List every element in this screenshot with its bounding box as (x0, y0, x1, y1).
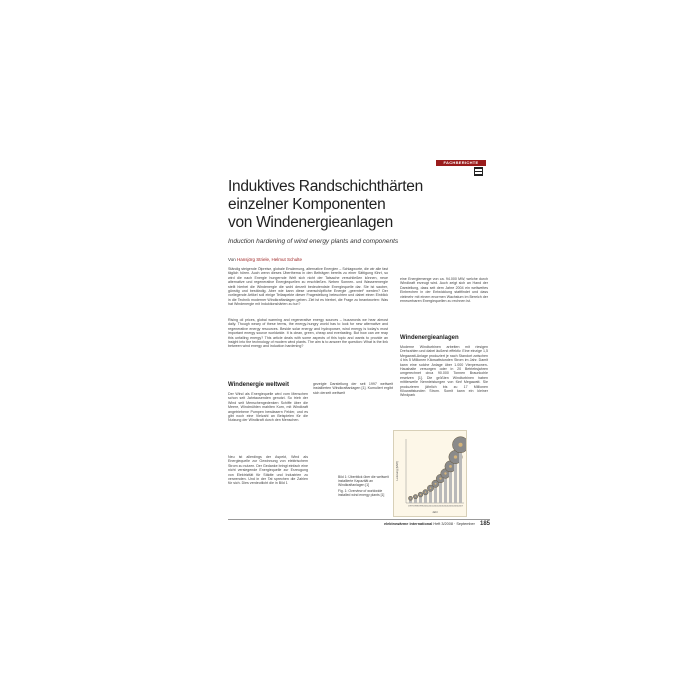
x-axis-label: Jahr (432, 510, 438, 514)
left-column-para-1: Der Wind als Energiequelle wird vom Menschen schon seit Jahrtausenden genutzt. So trieb der Wind seit Menschengedenken Schiffe über die Meere, Windmühlen mahlten Korn, mit Windkraft angetriebene Pumpen bewässern Felder, und es gibt noch eine Vielzahl an Beispielen für die Nutzung der Windkraft durch den Menschen. (228, 392, 308, 423)
right-column-bottom: Moderne Windturbinen arbeiten mit riesigen Drehzahlen und dabei äußerst effektiv. Eine einzige 1,5 Megawatt-Anlage produziert je nach Standort zwischen 4 bis 5 Millionen Kilowattstunden Strom im Jahr. Damit kann eine solche Anlage über 1.000 Vierpersonen-Haushalte versorgen oder in 20 Betriebsjahren umgerechnet circa 90.000 Tonnen Braunkohle ersetzen [1]. Die größten Windturbinen haben mittlerweile Nennleistungen von fünf Megawatt. Sie produzieren jährlich bis zu 17 Millionen Kilowattstunden Strom. Somit kann ein kleiner Windpark (400, 345, 488, 398)
figure-caption (338, 475, 392, 497)
y-axis-label: Leistung [MW] (395, 461, 399, 481)
bars-group (408, 437, 466, 508)
caption-english: Fig. 1: Overview of worldwide installed wind energy plants [1] (338, 489, 385, 497)
title-line-2: einzelner Komponenten (228, 196, 386, 213)
abstract-german: Ständig steigende Ölpreise, globale Erwärmung, alternative Energien – Schlagworte, die wir alle fast täglich hören. Auch wenn dieses Überthema in den Beiträgen bereits zu einer Sättigung führt, so wird die nach Energie hungernde Welt sich nicht der Tatsache verschließen können, neue alternative und regenerative Energiequellen zu erschließen. Neben Sonnen- und Wasserenergie stellt hierbei die Windenergie die wohl derzeit bedeutendste Energiequelle dar. Sie ist sauber, günstig und beständig. Aber wie kann diese unerschöpfliche Energie „geerntet“ werden? Der vorliegende Artikel soll einige Teilaspekte dieser Fragestellung beleuchten und dabei einen Einblick in die Technik moderner Windkraftanlagen geben. Ziel ist es hierbei, die Frage zu beantworten: Was hat Windenergie mit Induktionshärten zu tun? (228, 267, 388, 307)
tick-label-2005: 2005 (448, 505, 453, 508)
author-names: Hansjörg Striele, Helmut Schulte (237, 257, 303, 262)
caption-german: Bild 1: Überblick über die weltweit installierte Kapazität an Windkraftanlagen [1] (338, 475, 389, 487)
footer-rule (228, 519, 490, 520)
footer-journal: elektrowärme international (383, 522, 433, 526)
abstract-english: Rising oil prices, global warming and regenerative energy sources – buzzwords we hear almost daily. Though weary of these terms, the energy-hungry world has to look for new alternative and regenerative energy resources. Beside solar energy and hydropower, wind energy is today's most important energy source worldwide. It is clean, green, cheap and everlasting. But how can we reap this unfailing energy? This article deals with some aspects of this topic and wants to provide an insight into the technology of modern wind plants. The aim is to answer the question: What is the link between wind energy and induction hardening? (228, 318, 388, 349)
tick-label-2004: 2004 (443, 505, 448, 508)
chart-svg (394, 431, 466, 516)
rotor-hub-2002 (435, 483, 437, 485)
tick-label-2006: 2006 (453, 505, 458, 508)
tick-label-2001: 2001 (428, 505, 433, 508)
wind-capacity-chart (393, 430, 467, 517)
tick-label-2002: 2002 (433, 505, 438, 508)
middle-column-text: gezeigte Darstellung der seit 1997 weltweit installierten Windkraftanlagen [1]. Kumuliert ergibt sich derzeit weltweit (313, 382, 393, 395)
bar-2006 (454, 457, 457, 503)
title-line-1: Induktives Randschichthärten (228, 178, 423, 195)
journal-logo-icon (474, 167, 483, 176)
article-title (228, 178, 478, 232)
rotor-hub-2006 (454, 455, 457, 458)
authors-prefix: Von (228, 257, 236, 262)
heading-windenergieanlagen: Windenergieanlagen (400, 335, 459, 341)
rotor-hub-1999 (420, 494, 421, 495)
rotor-hub-1998 (415, 496, 416, 497)
tick-label-2003: 2003 (438, 505, 443, 508)
tick-label-2007: 2007 (458, 505, 463, 508)
title-line-3: von Windenergieanlagen (228, 214, 393, 231)
rotor-hub-2004 (444, 472, 446, 474)
rotor-hub-2007 (458, 443, 462, 447)
tick-label-1998: 1998 (413, 505, 418, 508)
tick-label-1999: 1999 (418, 505, 423, 508)
page-footer (228, 521, 490, 527)
rotor-hub-2001 (430, 487, 432, 489)
heading-windenergie-weltweit: Windenergie weltweit (228, 382, 289, 388)
article-subtitle: Induction hardening of wind energy plants and components (228, 238, 399, 245)
page-number: 185 (479, 521, 490, 527)
section-tag: FACHBERICHTE (436, 160, 486, 166)
tick-label-1997: 1997 (408, 505, 413, 508)
bar-2007 (459, 445, 462, 503)
left-column-para-2: Neu ist allerdings der Aspekt, Wind als Energiequelle zur Gewinnung von elektrischem Strom zu nutzen. Der Gedanke bringt einfach eine nicht versiegende Energiequelle zur Erzeugung von Elektrizität für Städte und Industrien zu verwenden. Und in der Tat sprechen die Zahlen für sich. Dies verdeutlicht die in Bild 1 (228, 455, 308, 486)
right-column-top: eine Energiemenge von ca. 94.000 MW, welche durch Windkraft erzeugt wird. Auch zeigt sich an Hand der Darstellung, dass seit dem Jahre 2004 ein weltweites Einbrechen in der Entwicklung stattfindet und dass vielmehr mit einem enormen Wachstum im Bereich der erneuerbaren Energiequellen zu rechnen ist. (400, 277, 488, 304)
rotor-hub-2005 (449, 465, 452, 468)
footer-issue: Heft 3/2008 · September (433, 522, 475, 526)
authors-line (228, 257, 302, 262)
rotor-hub-2000 (425, 492, 426, 493)
tick-label-2000: 2000 (423, 505, 428, 508)
rotor-hub-1997 (410, 498, 411, 499)
rotor-hub-2003 (439, 478, 441, 480)
